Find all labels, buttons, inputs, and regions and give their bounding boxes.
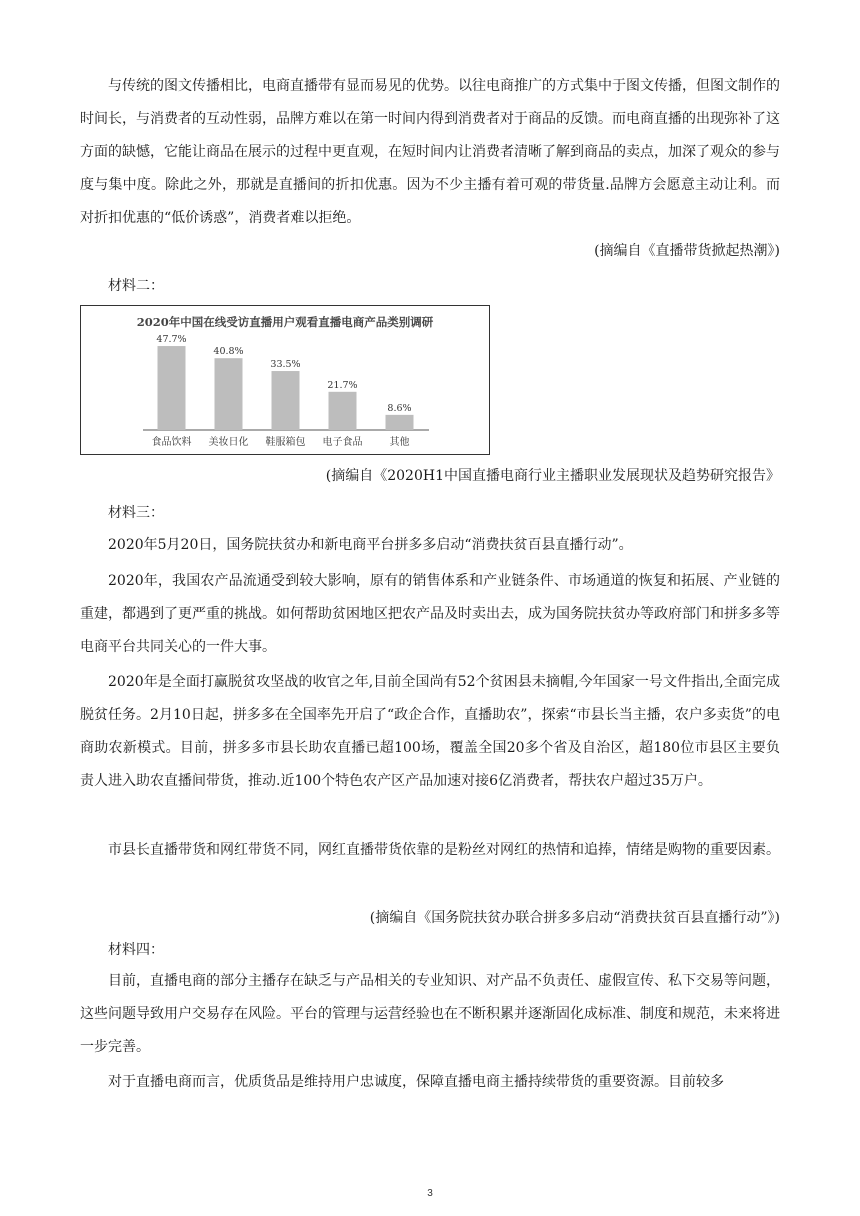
material-two-label: 材料二： xyxy=(108,278,164,294)
chart-value-label: 33.5% xyxy=(270,359,301,371)
chart-value-label: 21.7% xyxy=(327,379,358,391)
source-citation-three: (摘编自《国务院扶贫办联合拼多多启动“消费扶贫百县直播行动”》) xyxy=(369,910,780,926)
paragraph-material-three-a: 2020年5月20日，国务院扶贫办和新电商平台拼多多启动“消费扶贫百县直播行动”。 xyxy=(108,537,633,553)
paragraph-material-four-b: 对于直播电商而言，优质货品是维持用户忠诚度，保障直播电商主播持续带货的重要资源。目前较多 xyxy=(108,1074,724,1090)
source-citation-two: (摘编自《2020H1中国直播电商行业主播职业发展现状及趋势研究报告》 xyxy=(325,468,780,484)
bar-chart xyxy=(80,305,490,455)
chart-category-label: 食品饮料 xyxy=(151,437,192,448)
chart-title: 2020年中国在线受访直播用户观看直播电商产品类别调研 xyxy=(136,315,434,329)
chart-bar xyxy=(215,358,243,430)
material-four-label: 材料四： xyxy=(108,942,164,958)
material-three-label: 材料三： xyxy=(108,505,164,521)
chart-category-label: 电子食品 xyxy=(322,437,363,448)
bar-chart-svg xyxy=(81,306,489,454)
chart-bar xyxy=(329,392,357,430)
chart-bar xyxy=(272,371,300,430)
source-citation-one: (摘编自《直播带货掀起热潮》) xyxy=(594,243,780,259)
chart-bars-group xyxy=(152,334,414,448)
paragraph-material-four-a: 目前，直播电商的部分主播存在缺乏与产品相关的专业知识、对产品不负责任、虚假宣传、私下交易等问题，这些问题导致用户交易存在风险。平台的管理与运营经验也在不断积累并逐渐固化成标准、制度和规范，未来将进一步完善。 xyxy=(80,973,780,1055)
chart-category-label: 其他 xyxy=(389,437,410,448)
chart-category-label: 鞋服箱包 xyxy=(265,437,306,448)
paragraph-material-one: 与传统的图文传播相比，电商直播带有显而易见的优势。以往电商推广的方式集中于图文传播，但图文制作的时间长，与消费者的互动性弱，品牌方难以在第一时间内得到消费者对于商品的反馈。而电商直播的出现弥补了这方面的缺憾，它能让商品在展示的过程中更直观，在短时间内让消费者清晰了解到商品的卖点，加深了观众的参与度与集中度。除此之外，那就是直播间的折扣优惠。因为不少主播有着可观的带货量.品牌方会愿意主动让利。而对折扣优惠的“低价诱惑”，消费者难以拒绝。 xyxy=(80,78,780,226)
paragraph-material-three-b: 2020年，我国农产品流通受到较大影响，原有的销售体系和产业链条件、市场通道的恢复和拓展、产业链的重建，都遇到了更严重的挑战。如何帮助贫困地区把农产品及时卖出去，成为国务院扶贫办等政府部门和拼多多等电商平台共同关心的一件大事。 xyxy=(80,573,780,655)
chart-bar xyxy=(158,346,186,430)
chart-category-label: 美妆日化 xyxy=(208,437,249,448)
paragraph-material-three-c: 2020年是全面打赢脱贫攻坚战的收官之年,目前全国尚有52个贫困县未摘帽,今年国家一号文件指出,全面完成脱贫任务。2月10日起，拼多多在全国率先开启了“政企合作，直播助农”，探索“市县长当主播，农户多卖货”的电商助农新模式。目前，拼多多市县长助农直播已超100场，覆盖全国20多个省及自治区，超180位市县区主要负责人进入助农直播间带货，推动.近100个特色农产区产品加速对接6亿消费者，帮扶农户超过35万户。 xyxy=(80,674,780,789)
chart-bar xyxy=(386,415,414,430)
chart-value-label: 40.8% xyxy=(213,346,244,358)
page-number: 3 xyxy=(427,1188,433,1199)
paragraph-material-three-d: 市县长直播带货和网红带货不同，网红直播带货依靠的是粉丝对网红的热情和追捧，情绪是购物的重要因素。 xyxy=(108,842,780,858)
chart-value-label: 8.6% xyxy=(387,402,412,414)
chart-value-label: 47.7% xyxy=(156,334,187,346)
